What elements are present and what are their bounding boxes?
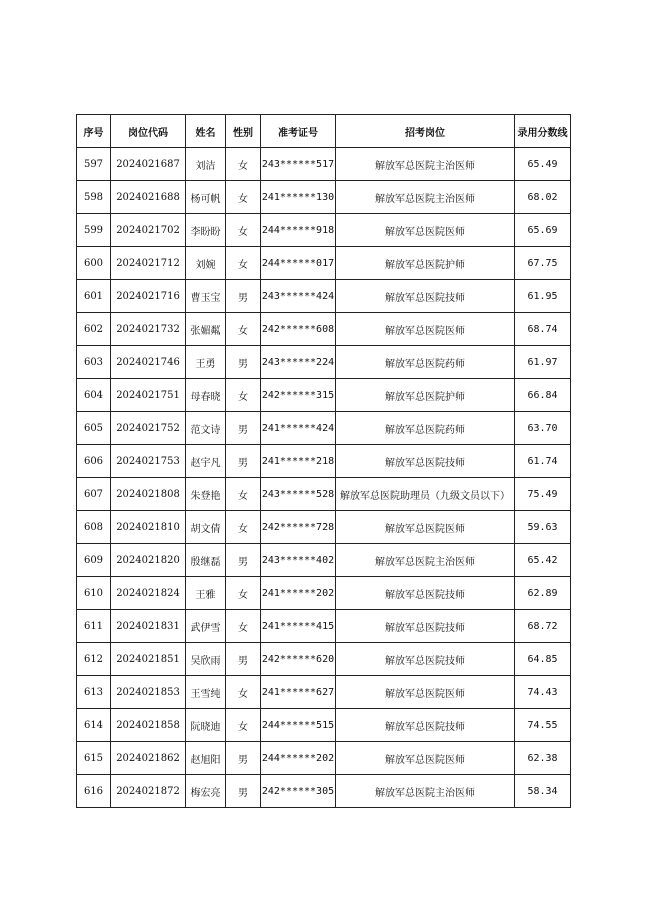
cell-score-line: 75.49 [515, 478, 571, 511]
cell-exam-id: 244******202 [261, 742, 336, 775]
cell-position: 解放军总医院医师 [336, 742, 515, 775]
cell-score-line: 65.42 [515, 544, 571, 577]
cell-position: 解放军总医院护师 [336, 379, 515, 412]
cell-index: 609 [77, 544, 111, 577]
cell-post-code: 2024021858 [111, 709, 186, 742]
cell-post-code: 2024021746 [111, 346, 186, 379]
cell-index: 605 [77, 412, 111, 445]
cell-score-line: 66.84 [515, 379, 571, 412]
cell-exam-id: 243******402 [261, 544, 336, 577]
cell-index: 607 [77, 478, 111, 511]
cell-post-code: 2024021824 [111, 577, 186, 610]
cell-name: 朱登艳 [186, 478, 226, 511]
cell-gender: 男 [226, 412, 261, 445]
table-row [77, 478, 571, 511]
table-row [77, 313, 571, 346]
cell-index: 603 [77, 346, 111, 379]
cell-position: 解放军总医院主治医师 [336, 181, 515, 214]
header-gender: 性别 [226, 115, 261, 148]
cell-gender: 女 [226, 214, 261, 247]
cell-gender: 男 [226, 280, 261, 313]
cell-position: 解放军总医院主治医师 [336, 148, 515, 181]
table-row [77, 412, 571, 445]
cell-position: 解放军总医院主治医师 [336, 544, 515, 577]
cell-index: 611 [77, 610, 111, 643]
cell-index: 608 [77, 511, 111, 544]
cell-index: 615 [77, 742, 111, 775]
cell-exam-id: 242******305 [261, 775, 336, 808]
cell-score-line: 62.89 [515, 577, 571, 610]
cell-exam-id: 242******315 [261, 379, 336, 412]
cell-post-code: 2024021831 [111, 610, 186, 643]
cell-index: 600 [77, 247, 111, 280]
cell-name: 胡文倩 [186, 511, 226, 544]
cell-exam-id: 242******608 [261, 313, 336, 346]
table-row [77, 544, 571, 577]
header-score-line: 录用分数线 [515, 115, 571, 148]
header-index: 序号 [77, 115, 111, 148]
cell-position: 解放军总医院主治医师 [336, 775, 515, 808]
header-name: 姓名 [186, 115, 226, 148]
cell-score-line: 61.95 [515, 280, 571, 313]
cell-position: 解放军总医院技师 [336, 709, 515, 742]
cell-position: 解放军总医院医师 [336, 511, 515, 544]
cell-score-line: 68.72 [515, 610, 571, 643]
cell-gender: 男 [226, 544, 261, 577]
cell-post-code: 2024021687 [111, 148, 186, 181]
table-row [77, 148, 571, 181]
table-row [77, 709, 571, 742]
table-row [77, 280, 571, 313]
cell-exam-id: 244******918 [261, 214, 336, 247]
cell-post-code: 2024021851 [111, 643, 186, 676]
cell-index: 601 [77, 280, 111, 313]
cell-index: 602 [77, 313, 111, 346]
cell-exam-id: 243******424 [261, 280, 336, 313]
cell-name: 吴欣雨 [186, 643, 226, 676]
cell-exam-id: 241******218 [261, 445, 336, 478]
cell-index: 597 [77, 148, 111, 181]
cell-index: 606 [77, 445, 111, 478]
cell-gender: 女 [226, 181, 261, 214]
cell-score-line: 74.55 [515, 709, 571, 742]
cell-gender: 女 [226, 478, 261, 511]
cell-score-line: 74.43 [515, 676, 571, 709]
cell-gender: 男 [226, 643, 261, 676]
cell-index: 613 [77, 676, 111, 709]
cell-exam-id: 243******224 [261, 346, 336, 379]
cell-exam-id: 241******627 [261, 676, 336, 709]
cell-index: 612 [77, 643, 111, 676]
cell-position: 解放军总医院医师 [336, 313, 515, 346]
cell-gender: 女 [226, 511, 261, 544]
cell-gender: 女 [226, 577, 261, 610]
cell-exam-id: 241******415 [261, 610, 336, 643]
cell-post-code: 2024021702 [111, 214, 186, 247]
cell-index: 599 [77, 214, 111, 247]
header-post-code: 岗位代码 [111, 115, 186, 148]
cell-name: 范文诗 [186, 412, 226, 445]
cell-score-line: 58.34 [515, 775, 571, 808]
cell-name: 赵宇凡 [186, 445, 226, 478]
cell-score-line: 63.70 [515, 412, 571, 445]
header-position: 招考岗位 [336, 115, 515, 148]
cell-exam-id: 242******620 [261, 643, 336, 676]
cell-post-code: 2024021688 [111, 181, 186, 214]
cell-post-code: 2024021872 [111, 775, 186, 808]
cell-name: 赵旭阳 [186, 742, 226, 775]
cell-post-code: 2024021810 [111, 511, 186, 544]
cell-exam-id: 244******515 [261, 709, 336, 742]
table-header-row [77, 115, 571, 148]
cell-score-line: 62.38 [515, 742, 571, 775]
cell-exam-id: 243******517 [261, 148, 336, 181]
cell-score-line: 61.74 [515, 445, 571, 478]
cell-index: 598 [77, 181, 111, 214]
cell-index: 614 [77, 709, 111, 742]
cell-name: 刘婉 [186, 247, 226, 280]
cell-index: 604 [77, 379, 111, 412]
cell-name: 王雅 [186, 577, 226, 610]
cell-name: 杨可帆 [186, 181, 226, 214]
cell-index: 616 [77, 775, 111, 808]
cell-score-line: 68.02 [515, 181, 571, 214]
cell-post-code: 2024021853 [111, 676, 186, 709]
cell-score-line: 65.69 [515, 214, 571, 247]
cell-name: 王雪纯 [186, 676, 226, 709]
cell-post-code: 2024021862 [111, 742, 186, 775]
cell-gender: 女 [226, 709, 261, 742]
cell-name: 武伊雪 [186, 610, 226, 643]
cell-post-code: 2024021752 [111, 412, 186, 445]
table-row [77, 742, 571, 775]
cell-name: 母春晓 [186, 379, 226, 412]
cell-exam-id: 244******017 [261, 247, 336, 280]
cell-position: 解放军总医院药师 [336, 346, 515, 379]
cell-post-code: 2024021808 [111, 478, 186, 511]
cell-position: 解放军总医院技师 [336, 577, 515, 610]
cell-exam-id: 241******202 [261, 577, 336, 610]
cell-position: 解放军总医院护师 [336, 247, 515, 280]
cell-exam-id: 241******130 [261, 181, 336, 214]
cell-gender: 男 [226, 445, 261, 478]
cell-name: 李盼盼 [186, 214, 226, 247]
cell-gender: 女 [226, 379, 261, 412]
cell-post-code: 2024021716 [111, 280, 186, 313]
cell-gender: 男 [226, 742, 261, 775]
table-row [77, 214, 571, 247]
cell-position: 解放军总医院技师 [336, 610, 515, 643]
header-exam-id: 准考证号 [261, 115, 336, 148]
cell-gender: 女 [226, 247, 261, 280]
cell-score-line: 59.63 [515, 511, 571, 544]
cell-position: 解放军总医院医师 [336, 676, 515, 709]
admission-score-table [76, 114, 571, 808]
cell-position: 解放军总医院技师 [336, 643, 515, 676]
table-row [77, 775, 571, 808]
cell-name: 张媚粼 [186, 313, 226, 346]
cell-position: 解放军总医院医师 [336, 214, 515, 247]
table-row [77, 445, 571, 478]
cell-gender: 女 [226, 610, 261, 643]
table-body [77, 148, 571, 808]
cell-post-code: 2024021712 [111, 247, 186, 280]
cell-post-code: 2024021732 [111, 313, 186, 346]
table-row [77, 247, 571, 280]
cell-gender: 男 [226, 346, 261, 379]
cell-name: 殷继磊 [186, 544, 226, 577]
table-row [77, 181, 571, 214]
table-row [77, 346, 571, 379]
cell-exam-id: 243******528 [261, 478, 336, 511]
cell-position: 解放军总医院药师 [336, 412, 515, 445]
cell-score-line: 68.74 [515, 313, 571, 346]
cell-name: 王勇 [186, 346, 226, 379]
table-row [77, 577, 571, 610]
cell-score-line: 64.85 [515, 643, 571, 676]
table-row [77, 511, 571, 544]
cell-gender: 女 [226, 313, 261, 346]
cell-name: 阮晓迪 [186, 709, 226, 742]
cell-gender: 女 [226, 676, 261, 709]
cell-name: 曹玉宝 [186, 280, 226, 313]
cell-score-line: 65.49 [515, 148, 571, 181]
cell-exam-id: 242******728 [261, 511, 336, 544]
table-row [77, 610, 571, 643]
cell-post-code: 2024021820 [111, 544, 186, 577]
cell-gender: 男 [226, 775, 261, 808]
cell-position: 解放军总医院技师 [336, 445, 515, 478]
cell-exam-id: 241******424 [261, 412, 336, 445]
cell-score-line: 67.75 [515, 247, 571, 280]
cell-post-code: 2024021751 [111, 379, 186, 412]
table-row [77, 676, 571, 709]
table-row [77, 643, 571, 676]
cell-position: 解放军总医院技师 [336, 280, 515, 313]
table-row [77, 379, 571, 412]
cell-score-line: 61.97 [515, 346, 571, 379]
cell-gender: 女 [226, 148, 261, 181]
cell-name: 梅宏亮 [186, 775, 226, 808]
cell-post-code: 2024021753 [111, 445, 186, 478]
cell-position: 解放军总医院助理员（九级文员以下） [336, 478, 515, 511]
cell-name: 刘洁 [186, 148, 226, 181]
cell-index: 610 [77, 577, 111, 610]
